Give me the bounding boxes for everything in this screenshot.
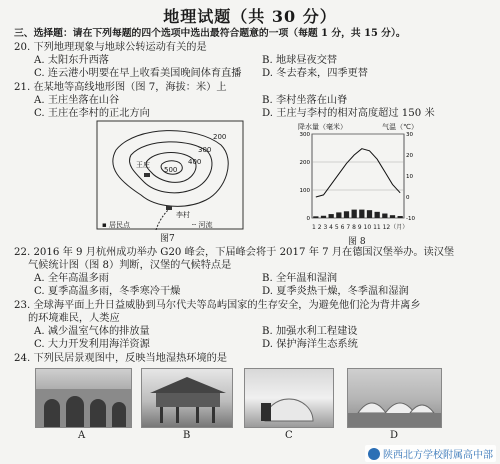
section-instructions: 三、选择题：请在下列每题的四个选项中选出最符合题意的一项（每题 1 分，共 15 分）。 (14, 28, 406, 39)
fig7-label-licun: 李村 (176, 211, 190, 219)
fig8-precip-bar (382, 214, 387, 218)
fig8-ylabel-right: 气温（℃） (382, 123, 418, 131)
photo-d-yurt (347, 368, 442, 428)
fig8-left-tick: 300 (299, 132, 310, 138)
q22-stem-line-2: 气候统计图（图 8）判断，汉堡的气候特点是 (28, 260, 232, 271)
fig8-months: 1 2 3 4 5 6 7 8 9 10 11 12（月） (312, 224, 409, 231)
fig8-precip-bar (336, 212, 341, 218)
q21-option-b: B. 李村坐落在山脊 (262, 95, 348, 106)
fig8-plot-frame (312, 134, 404, 218)
fig7-contour-label-300: 300 (198, 146, 212, 154)
fig8-right-tick: 0 (406, 195, 410, 201)
q23-option-c: C. 大力开发利用海洋资源 (34, 339, 150, 350)
photo-label-c: C (285, 430, 293, 441)
fig8-left-tick: 100 (299, 188, 310, 194)
fig8-svg (298, 122, 418, 234)
fig8-precip-bar (329, 214, 334, 218)
q23-stem-line-2: 的环境难民，人类应 (28, 313, 120, 324)
fig8-right-tick: 10 (406, 174, 413, 180)
photo-c-igloo (244, 368, 334, 428)
q22-option-a: A. 全年高温多雨 (34, 273, 109, 284)
photo-label-b: B (183, 430, 191, 441)
q21-option-c: C. 王庄在李村的正北方向 (34, 108, 150, 119)
watermark (365, 445, 496, 462)
fig8-right-tick: -10 (406, 216, 415, 222)
q20-stem: 20. 下列地理现象与地球公转运动有关的是 (14, 42, 207, 53)
q21-option-d: D. 王庄与李村的相对高度超过 150 米 (262, 108, 435, 119)
q21-stem: 21. 在某地等高线地形图（图 7，海拔：米）上 (14, 82, 227, 93)
fig8-left-tick: 0 (306, 216, 310, 222)
fig8-precip-bar (367, 210, 372, 218)
q21-option-a: A. 王庄坐落在山谷 (34, 95, 120, 106)
q20-option-a: A. 太阳东升西落 (34, 55, 109, 66)
q23-option-a: A. 减少温室气体的排放量 (34, 326, 150, 337)
fig8-precip-bar (313, 216, 318, 218)
fig8-precip-bar (359, 210, 364, 218)
fig7-legend-residence: ▪ 居民点 (102, 221, 130, 229)
fig8-caption: 图 8 (348, 237, 366, 247)
q20-option-b: B. 地球昼夜交替 (262, 55, 338, 66)
photo-b-stilt-house (141, 368, 233, 428)
q20-option-c: C. 连云港小明要在早上收看美国晚间体育直播 (34, 68, 242, 79)
fig7-contour-label-500: 500 (164, 166, 178, 174)
fig7-caption: 图7 (160, 234, 175, 244)
q22-stem-line-1: 22. 2016 年 9 月杭州成功举办 G20 峰会，下届峰会将于 2017 年 7 月在德国汉堡举办。读汉堡 (14, 247, 455, 258)
figure-8-climate-chart (298, 122, 418, 234)
fig8-precip-bar (398, 216, 403, 218)
fig7-legend-river: ┄ 河流 (192, 221, 213, 229)
fig7-label-wangzhuang: 王庄 (136, 161, 150, 169)
fig8-temp-line (316, 149, 400, 197)
fig7-contour-label-200: 200 (213, 133, 227, 141)
fig8-precip-bar (390, 215, 395, 218)
figure-7-contour-map (96, 120, 244, 230)
q22-option-d: D. 夏季炎热干燥，冬季温和湿润 (262, 286, 409, 297)
q22-option-c: C. 夏季高温多雨，冬季寒冷干燥 (34, 286, 181, 297)
photo-a-cave-dwelling (35, 368, 132, 428)
fig7-contour-label-400: 400 (188, 158, 202, 166)
q24-stem: 24. 下列民居景观图中，反映当地湿热环境的是 (14, 353, 228, 364)
q23-stem-line-1: 23. 全球海平面上升日益威胁到马尔代夫等岛屿国家的生存安全，为避免他们沦为背井离乡 (14, 300, 421, 311)
fig8-precip-bar (321, 216, 326, 218)
q23-option-d: D. 保护海洋生态系统 (262, 339, 358, 350)
fig8-precip-bar (375, 212, 380, 218)
photo-label-a: A (78, 430, 86, 441)
fig8-right-tick: 30 (406, 132, 413, 138)
watermark-text: 陕西北方学校附属高中部 (383, 450, 493, 461)
q20-option-d: D. 冬去春来，四季更替 (262, 68, 368, 79)
q22-option-b: B. 全年温和湿润 (262, 273, 338, 284)
fig8-precip-bar (344, 211, 349, 218)
q23-option-b: B. 加强水利工程建设 (262, 326, 358, 337)
fig8-right-tick: 20 (406, 153, 413, 159)
fig8-left-tick: 200 (299, 160, 310, 166)
photo-label-d: D (390, 430, 399, 441)
wechat-icon (368, 448, 380, 460)
fig8-precip-bar (352, 210, 357, 218)
fig8-ylabel-left: 降水量（毫米） (298, 123, 347, 131)
page-title: 地理试题（共 30 分） (163, 7, 337, 26)
